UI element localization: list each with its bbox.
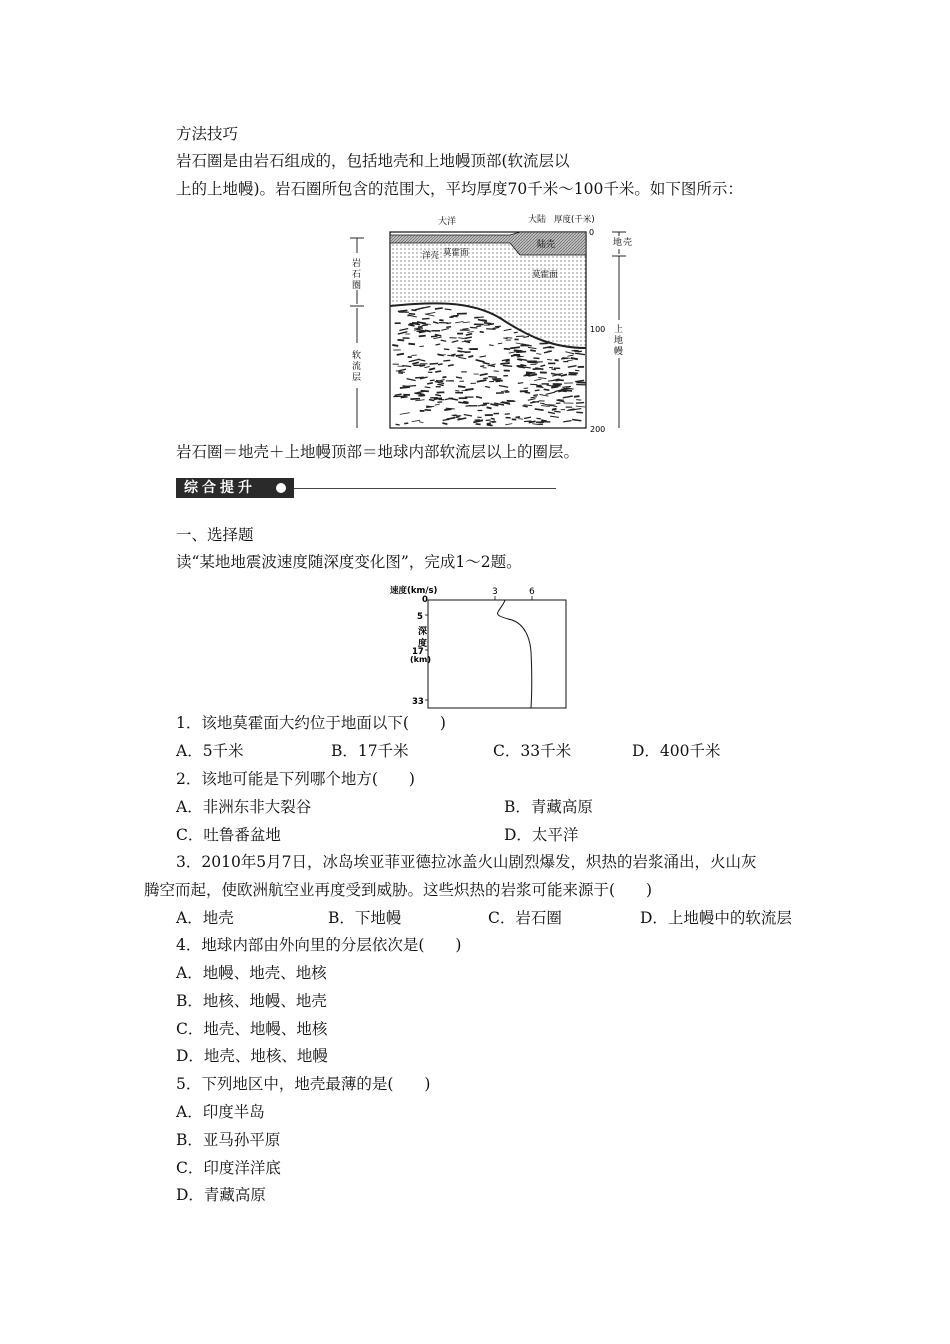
asthenosphere-dash	[487, 407, 492, 408]
asthenosphere-dash	[487, 425, 493, 426]
method-heading: 方法技巧	[176, 125, 239, 143]
asthenosphere-dash	[488, 377, 497, 378]
asthenosphere-char-2: 流	[352, 362, 362, 372]
asthenosphere-dash	[396, 424, 400, 425]
asthenosphere-dash	[506, 360, 510, 361]
q3-option-a[interactable]: A．地壳	[176, 909, 234, 927]
asthenosphere-dash	[576, 403, 584, 404]
asthenosphere-dash	[526, 373, 532, 374]
asthenosphere-dash	[514, 350, 523, 351]
asthenosphere-dash	[409, 314, 415, 315]
intro-paragraph-line1: 岩石圈是由岩石组成的，包括地壳和上地幔顶部(软流层以	[176, 152, 570, 170]
asthenosphere-dash	[564, 388, 568, 389]
asthenosphere-dash	[490, 366, 495, 367]
asthenosphere-dash	[435, 308, 443, 309]
asthenosphere-dash	[439, 320, 443, 321]
asthenosphere-dash	[493, 380, 503, 381]
asthenosphere-dash	[485, 387, 490, 388]
asthenosphere-dash	[552, 409, 557, 410]
asthenosphere-dash	[516, 356, 521, 357]
asthenosphere-dash	[425, 387, 431, 388]
asthenosphere-dash	[458, 402, 468, 403]
asthenosphere-dash	[415, 377, 424, 378]
asthenosphere-dash	[443, 360, 450, 361]
asthenosphere-dash	[430, 363, 439, 364]
asthenosphere-dash	[465, 389, 473, 390]
asthenosphere-dash	[533, 395, 538, 396]
asthenosphere-dash	[456, 355, 463, 356]
asthenosphere-dash	[524, 388, 528, 389]
q5-option-c[interactable]: C．印度洋洋底	[176, 1159, 281, 1177]
asthenosphere-dash	[480, 332, 484, 333]
q4-option-b[interactable]: B．地核、地幔、地壳	[176, 992, 327, 1010]
section-header	[176, 478, 560, 498]
asthenosphere-dash	[476, 326, 481, 327]
q5-option-a[interactable]: A．印度半岛	[176, 1103, 265, 1121]
asthenosphere-dash	[468, 356, 473, 357]
asthenosphere-char-1: 软	[352, 351, 362, 361]
q4-option-c[interactable]: C．地壳、地幔、地核	[176, 1020, 328, 1038]
q1-option-c[interactable]: C．33千米	[493, 742, 572, 760]
asthenosphere-dash	[429, 400, 434, 401]
lithosphere-diagram	[340, 208, 640, 436]
asthenosphere-dash	[520, 391, 528, 392]
q3-option-b[interactable]: B．下地幔	[328, 909, 402, 927]
asthenosphere-dash	[458, 386, 465, 387]
asthenosphere-dash	[576, 412, 583, 413]
depth-17: 17	[412, 647, 424, 657]
asthenosphere-dash	[422, 318, 430, 319]
thickness-label: 厚度(千米)	[554, 215, 595, 225]
asthenosphere-char-3: 层	[352, 373, 362, 383]
asthenosphere-dash	[555, 360, 559, 361]
asthenosphere-dash	[476, 424, 481, 425]
depth-label-unit: (km)	[410, 655, 431, 664]
depth-label-char-1: 深	[418, 627, 428, 637]
depth-5: 5	[417, 612, 423, 622]
crust-char-1: 地	[613, 238, 623, 248]
asthenosphere-dash	[494, 371, 499, 372]
lithosphere-char-2: 石	[352, 270, 362, 280]
asthenosphere-dash	[569, 373, 578, 374]
q1-option-a[interactable]: A．5千米	[176, 742, 244, 760]
asthenosphere-dash	[398, 340, 405, 341]
q3-stem-line2: 腾空而起，使欧洲航空业再度受到威胁。这些炽热的岩浆可能来源于( )	[144, 881, 653, 899]
asthenosphere-dash	[425, 330, 431, 331]
asthenosphere-dash	[500, 363, 510, 364]
section-rule	[294, 488, 556, 489]
moho-left-label: 莫霍面	[443, 248, 469, 258]
asthenosphere-dash	[444, 349, 449, 350]
q1-stem: 1．该地莫霍面大约位于地面以下( )	[176, 714, 446, 732]
asthenosphere-dash	[525, 392, 530, 393]
part1-title: 一、选择题	[176, 526, 254, 544]
asthenosphere-dash	[445, 309, 452, 310]
asthenosphere-dash	[404, 423, 408, 424]
asthenosphere-dash	[514, 332, 518, 333]
seismic-speed-diagram	[388, 582, 570, 710]
asthenosphere-dash	[533, 402, 539, 403]
asthenosphere-dash	[561, 358, 568, 359]
asthenosphere-dash	[535, 390, 540, 391]
asthenosphere-dash	[442, 377, 446, 378]
asthenosphere-dash	[554, 411, 560, 412]
asthenosphere-dash	[446, 327, 451, 328]
asthenosphere-dash	[411, 310, 416, 311]
tick-3: 3	[492, 587, 498, 597]
asthenosphere-dash	[504, 349, 510, 350]
asthenosphere-dash	[480, 366, 484, 367]
tick-0: 0	[422, 595, 428, 605]
asthenosphere-dash	[483, 378, 488, 379]
asthenosphere-dash	[486, 420, 491, 421]
depth-label-char-2: 度	[418, 639, 428, 649]
q2-option-d[interactable]: D．太平洋	[504, 826, 579, 844]
ocean-label: 大洋	[438, 217, 457, 227]
asthenosphere-dash	[427, 383, 433, 384]
q3-stem-line1: 3．2010年5月7日，冰岛埃亚菲亚德拉冰盖火山剧烈爆发，炽热的岩浆涌出，火山灰	[176, 853, 757, 871]
asthenosphere-dash	[430, 380, 435, 381]
asthenosphere-dash	[574, 396, 580, 397]
asthenosphere-dash	[484, 323, 491, 324]
crust-char-2: 壳	[623, 238, 633, 248]
asthenosphere-dash	[477, 317, 484, 318]
depth-200: 200	[590, 425, 606, 434]
asthenosphere-dash	[491, 418, 495, 419]
upper-mantle-char-3: 幔	[614, 347, 624, 357]
asthenosphere-dash	[419, 336, 426, 337]
part1-instruction: 读“某地地震波速度随深度变化图”，完成1～2题。	[176, 553, 522, 571]
asthenosphere-dash	[400, 387, 410, 388]
asthenosphere-dash	[518, 383, 523, 384]
q1-option-d[interactable]: D．400千米	[632, 742, 721, 760]
q5-stem: 5．下列地区中，地壳最薄的是( )	[176, 1075, 431, 1093]
asthenosphere-dash	[435, 371, 441, 372]
q1-option-b[interactable]: B．17千米	[331, 742, 409, 760]
depth-0: 0	[589, 228, 595, 237]
asthenosphere-dash	[438, 364, 442, 365]
seismic-frame	[428, 600, 566, 708]
asthenosphere-dash	[536, 418, 541, 419]
speed-label: 速度(km/s)	[390, 586, 438, 596]
asthenosphere-dash	[544, 389, 550, 390]
ocean-crust-label: 洋壳	[422, 251, 440, 261]
continental-crust-label: 陆壳	[537, 240, 556, 250]
q4-option-d[interactable]: D．地壳、地核、地幔	[176, 1047, 328, 1065]
lithosphere-char-3: 圈	[352, 281, 362, 291]
q2-option-b[interactable]: B．青藏高原	[504, 798, 593, 816]
asthenosphere-dash	[431, 336, 438, 337]
section-title: 综合提升	[176, 478, 294, 498]
q3-option-d[interactable]: D．上地幔中的软流层	[640, 909, 792, 927]
asthenosphere-dash	[575, 370, 579, 371]
asthenosphere-dash	[503, 365, 512, 366]
asthenosphere-dash	[470, 327, 478, 328]
asthenosphere-dash	[530, 350, 536, 351]
asthenosphere-dash	[397, 354, 404, 355]
intro-paragraph-line2: 上的上地幔)。岩石圈所包含的范围大，平均厚度70千米～100千米。如下图所示：	[176, 180, 743, 198]
section-dot-icon	[276, 483, 286, 493]
q2-stem: 2．该地可能是下列哪个地方( )	[176, 770, 415, 788]
q4-option-a[interactable]: A．地幔、地壳、地核	[176, 964, 327, 982]
upper-mantle-char-2: 地	[614, 336, 624, 346]
upper-mantle-char-1: 上	[614, 325, 624, 335]
asthenosphere-dash	[408, 344, 415, 345]
q2-option-c[interactable]: C．吐鲁番盆地	[176, 826, 281, 844]
lithosphere-formula: 岩石圈＝地壳＋上地幔顶部＝地球内部软流层以上的圈层。	[176, 443, 580, 461]
continent-label: 大陆	[528, 215, 547, 225]
asthenosphere-dash	[461, 390, 468, 391]
q4-stem: 4．地球内部由外向里的分层依次是( )	[176, 936, 462, 954]
asthenosphere-dash	[425, 410, 431, 411]
asthenosphere-dash	[533, 358, 539, 359]
q3-option-c[interactable]: C．岩石圈	[488, 909, 562, 927]
tick-6: 6	[529, 587, 535, 597]
q5-option-d[interactable]: D．青藏高原	[176, 1186, 266, 1204]
moho-right-label: 莫霍面	[532, 270, 558, 280]
asthenosphere-dash	[516, 417, 521, 418]
asthenosphere-dash	[576, 400, 581, 401]
asthenosphere-dash	[444, 409, 451, 410]
q2-option-a[interactable]: A．非洲东非大裂谷	[176, 798, 312, 816]
depth-33: 33	[412, 697, 424, 707]
q5-option-b[interactable]: B．亚马孙平原	[176, 1131, 281, 1149]
asthenosphere-dash	[403, 386, 408, 387]
depth-100: 100	[590, 325, 606, 334]
asthenosphere-dash	[482, 320, 487, 321]
asthenosphere-dash	[442, 423, 447, 424]
asthenosphere-dash	[551, 387, 558, 388]
lithosphere-char-1: 岩	[352, 259, 362, 269]
asthenosphere-dash	[392, 345, 398, 346]
